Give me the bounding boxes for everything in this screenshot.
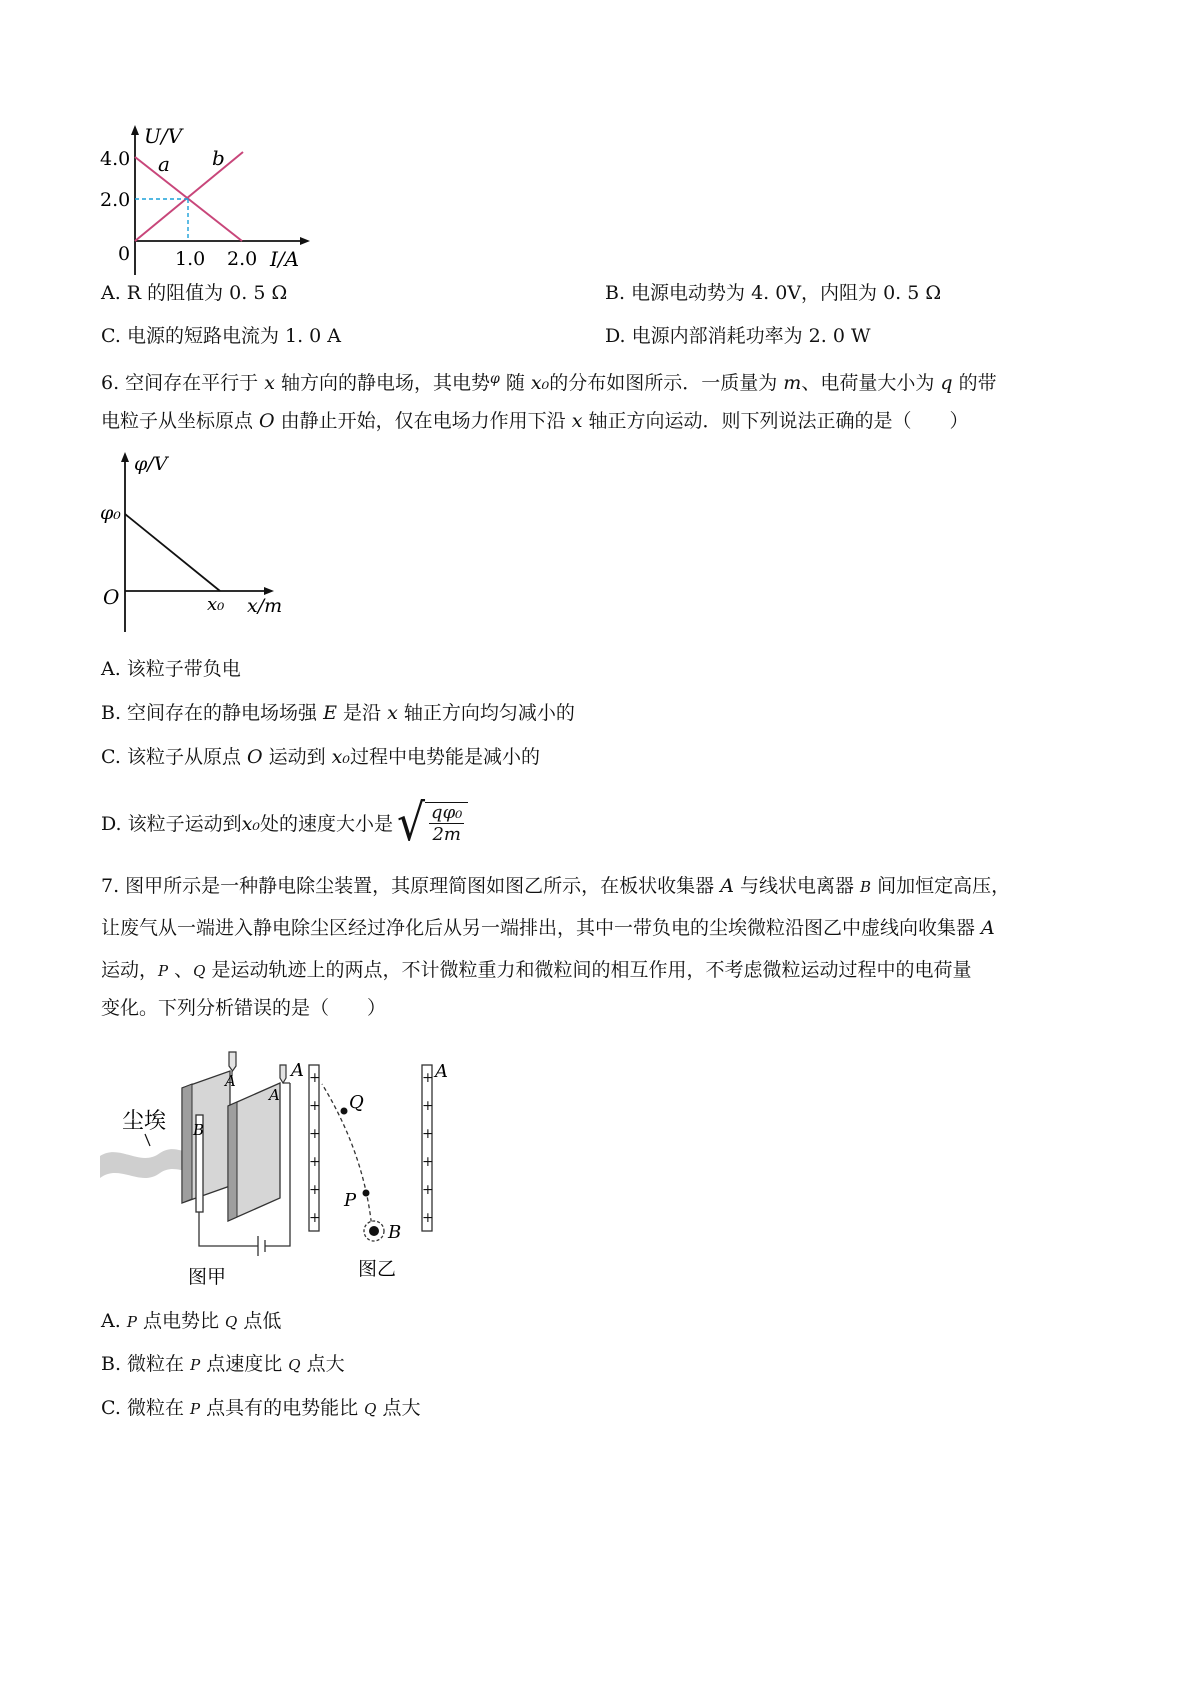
x0-label: x₀	[207, 594, 225, 615]
q5-option-d: D. 电源内部消耗功率为 2. 0 W	[605, 325, 871, 347]
y-tick-2: 2.0	[100, 189, 131, 211]
origin-label: 0	[118, 243, 131, 265]
q5-option-a: A. R 的阻值为 0. 5 Ω	[101, 282, 288, 304]
x-tick-1: 1.0	[175, 248, 206, 270]
x-axis-arrow	[300, 237, 310, 245]
svg-text:+: +	[422, 1154, 434, 1170]
svg-text:+: +	[309, 1210, 321, 1226]
q7-option-c: C. 微粒在 P 点具有的电势能比 Q 点大	[101, 1397, 421, 1419]
q6-stem-line1: 6. 空间存在平行于 x 轴方向的静电场，其电势$^\varphi$ 随 x₀的分布如图所示．一质量为 m、电荷量大小为 q 的带	[101, 371, 997, 394]
label-B2: B	[388, 1222, 402, 1243]
line-b-label: b	[212, 146, 225, 170]
insulator-1	[229, 1052, 236, 1071]
figure-jia	[100, 1052, 304, 1288]
y-axis-arrow	[121, 452, 129, 462]
speed-formula: √ $\frac{\text{qφ₀}}{2m}$	[397, 802, 468, 846]
svg-text:+: +	[309, 1126, 321, 1142]
q7-stem-line4: 变化。下列分析错误的是（ ）	[101, 997, 387, 1019]
plate-front-edge	[228, 1102, 237, 1221]
q6-option-c: C. 该粒子从原点 O 运动到 x₀过程中电势能是减小的	[101, 746, 541, 768]
dust-stream	[100, 1149, 195, 1178]
label-A1: A	[225, 1072, 236, 1090]
origin-label: O	[103, 585, 120, 609]
q7-option-a: A. P 点电势比 Q 点低	[101, 1310, 282, 1332]
svg-text:+: +	[309, 1098, 321, 1114]
point-Q	[341, 1108, 348, 1115]
y-axis-arrow	[131, 125, 139, 135]
svg-text:+: +	[309, 1070, 321, 1086]
q7-stem-line2: 让废气从一端进入静电除尘区经过净化后从另一端排出，其中一带负电的尘埃微粒沿图乙中虚线向收集器 A	[101, 917, 995, 939]
q5-option-c: C. 电源的短路电流为 1. 0 A	[101, 325, 341, 347]
precipitator-figure	[100, 1038, 460, 1293]
svg-text:+: +	[422, 1182, 434, 1198]
q6-option-b: B. 空间存在的静电场场强 E 是沿 x 轴正方向均匀减小的	[101, 702, 575, 724]
x-axis-label: I/A	[270, 247, 300, 271]
svg-text:+: +	[422, 1126, 434, 1142]
insulator-2	[280, 1065, 286, 1083]
potential-line	[125, 514, 220, 591]
svg-text:+: +	[422, 1210, 434, 1226]
label-Q: Q	[349, 1092, 364, 1113]
q7-option-b: B. 微粒在 P 点速度比 Q 点大	[101, 1353, 345, 1375]
wire-B-dot	[369, 1226, 379, 1236]
svg-text:+: +	[422, 1098, 434, 1114]
y-axis-label: U/V	[144, 125, 183, 148]
caption-jia: 图甲	[188, 1266, 227, 1288]
phi-x-graph	[100, 452, 300, 637]
label-A3: A	[291, 1060, 304, 1081]
phi0-label: φ₀	[100, 502, 121, 524]
collector-left	[309, 1065, 319, 1231]
dust-label: 尘埃	[122, 1109, 167, 1134]
plate-back-edge	[182, 1084, 192, 1203]
caption-yi: 图乙	[358, 1258, 397, 1280]
point-P	[363, 1190, 370, 1197]
figure-yi	[309, 1061, 448, 1280]
svg-text:+: +	[309, 1182, 321, 1198]
y-axis-label: φ/V	[134, 453, 168, 475]
line-b	[135, 152, 243, 241]
label-A4: A	[435, 1061, 448, 1082]
q5-option-b: B. 电源电动势为 4. 0V，内阻为 0. 5 Ω	[605, 282, 942, 304]
label-P: P	[344, 1190, 357, 1211]
x-axis-arrow	[264, 587, 274, 595]
line-a-label: a	[158, 152, 170, 176]
ui-graph	[100, 125, 340, 300]
dust-pointer	[145, 1134, 150, 1146]
q6-stem-line2: 电粒子从坐标原点 O 由静止开始，仅在电场力作用下沿 x 轴正方向运动．则下列说法正确的是（ ）	[101, 410, 969, 432]
q7-stem-line3: 运动，P 、Q 是运动轨迹上的两点，不计微粒重力和微粒间的相互作用，不考虑微粒运动过程中的电荷量	[101, 959, 972, 981]
svg-text:+: +	[309, 1154, 321, 1170]
collector-right	[422, 1065, 432, 1231]
q6-option-d: D. 该粒子运动到 x₀ 处的速度大小是 √ $\frac{\text{qφ₀}}{2m}$	[101, 794, 468, 854]
q7-stem-line1: 7. 图甲所示是一种静电除尘装置，其原理简图如图乙所示，在板状收集器 A 与线状电离器 B 间加恒定高压，	[101, 875, 1011, 897]
q6-option-a: A. 该粒子带负电	[101, 658, 241, 680]
label-B1: B	[193, 1121, 205, 1139]
x-tick-2: 2.0	[227, 248, 258, 270]
svg-text:+: +	[422, 1070, 434, 1086]
label-A2: A	[269, 1086, 280, 1104]
x-axis-label: x/m	[247, 595, 283, 617]
y-tick-4: 4.0	[100, 148, 131, 170]
